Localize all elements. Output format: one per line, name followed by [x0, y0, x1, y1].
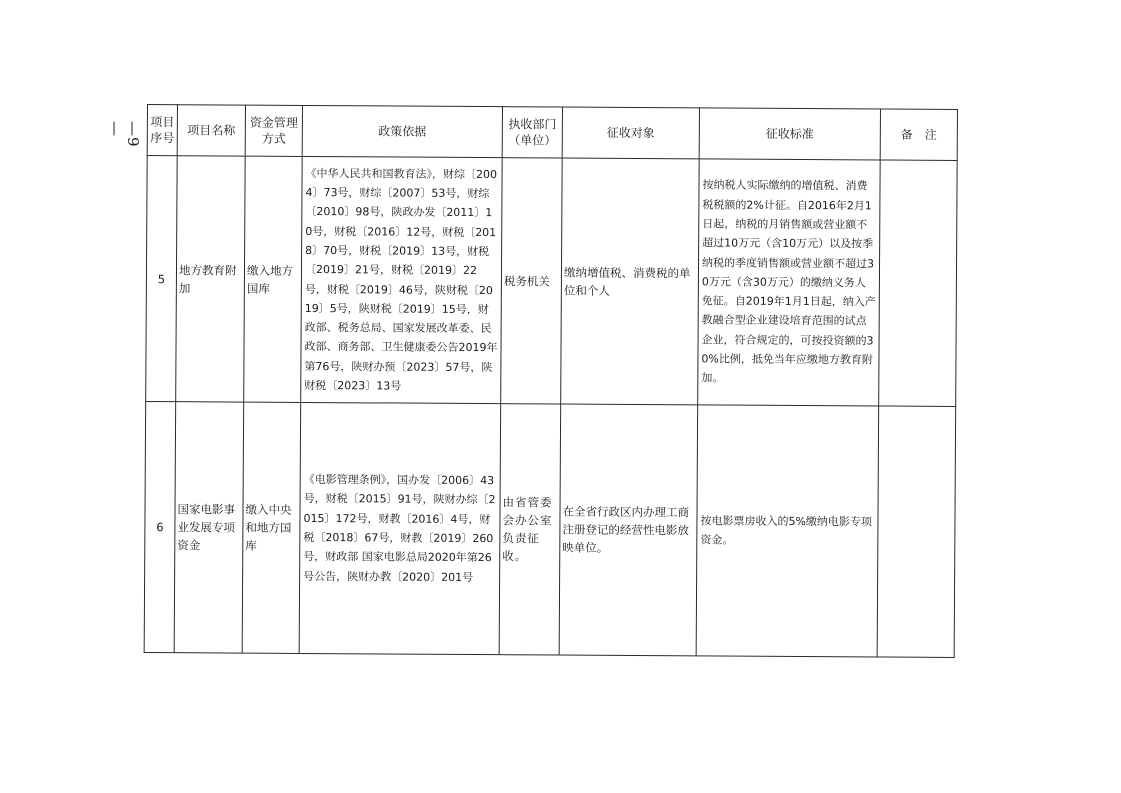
- row-seq: 5: [146, 156, 178, 402]
- row-basis: 《电影管理条例》，国办发〔2006〕43号，财税〔2015〕91号，陕财办综〔2015〕172号，财教〔2016〕4号，财税〔2018〕67号，财教〔2019〕260号，财政部 国家电影总局2020年第26号公告，陕财办教〔2020〕201号: [299, 402, 501, 654]
- row-dept: 由省管委会办公室负责征收。: [499, 404, 561, 655]
- row-mgmt: 缴入中央和地方国库: [242, 402, 301, 653]
- table-row: [144, 401, 956, 657]
- row-target: 缴纳增值税、消费税的单位和个人: [561, 158, 700, 405]
- row-name: 国家电影事业发展专项资金: [174, 402, 244, 653]
- row-standard: 按纳税人实际缴纳的增值税、消费税税额的2%计征。自2016年2月1日起，纳税的月销售额或营业额不超过10万元（含10万元）以及按季纳税的季度销售额或营业额不超过30万元（含30万元）的缴纳义务人免征。自2019年1月1日起，纳入产教融合型企业建设培育范围的试点企业，符合规定的，可按投资额的30%比例，抵免当年应缴地方教育附加。: [698, 159, 880, 406]
- row-standard: 按电影票房收入的5%缴纳电影专项资金。: [696, 405, 879, 657]
- row-remark: [877, 406, 956, 657]
- header-row: [147, 105, 957, 161]
- header-target: 征收对象: [562, 107, 699, 159]
- page-number: —9—: [106, 121, 142, 148]
- header-basis: 政策依据: [302, 105, 502, 157]
- header-seq: 项目序号: [147, 105, 177, 156]
- header-mgmt: 资金管理方式: [245, 105, 302, 156]
- policy-table: [144, 104, 958, 658]
- row-seq: 6: [144, 401, 176, 652]
- row-name: 地方教育附加: [176, 156, 246, 402]
- table-row: [146, 156, 957, 407]
- row-remark: [879, 160, 958, 406]
- header-standard: 征收标准: [699, 108, 880, 160]
- row-dept: 税务机关: [501, 158, 563, 404]
- header-dept: 执收部门（单位）: [502, 107, 562, 158]
- row-basis: 《中华人民共和国教育法》，财综〔2004〕73号，财综〔2007〕53号，财综〔2010〕98号，陕政办发〔2011〕10号，财税〔2016〕12号，财税〔2018〕70号，财税〔2019〕13号，财税〔2019〕21号，财税〔2019〕22号，财税〔2019〕46号，陕财税〔2019〕5号，陕财税〔2019〕15号，财政部、税务总局、国家发展改革委、民政部、商务部、卫生健康委公告2019年第76号，陕财办预〔2023〕57号，陕财税〔2023〕13号: [301, 156, 502, 403]
- row-target: 在全省行政区内办理工商注册登记的经营性电影放映单位。: [559, 404, 698, 656]
- row-mgmt: 缴入地方国库: [244, 156, 303, 402]
- header-remark: 备 注: [880, 109, 957, 160]
- header-name: 项目名称: [177, 105, 245, 156]
